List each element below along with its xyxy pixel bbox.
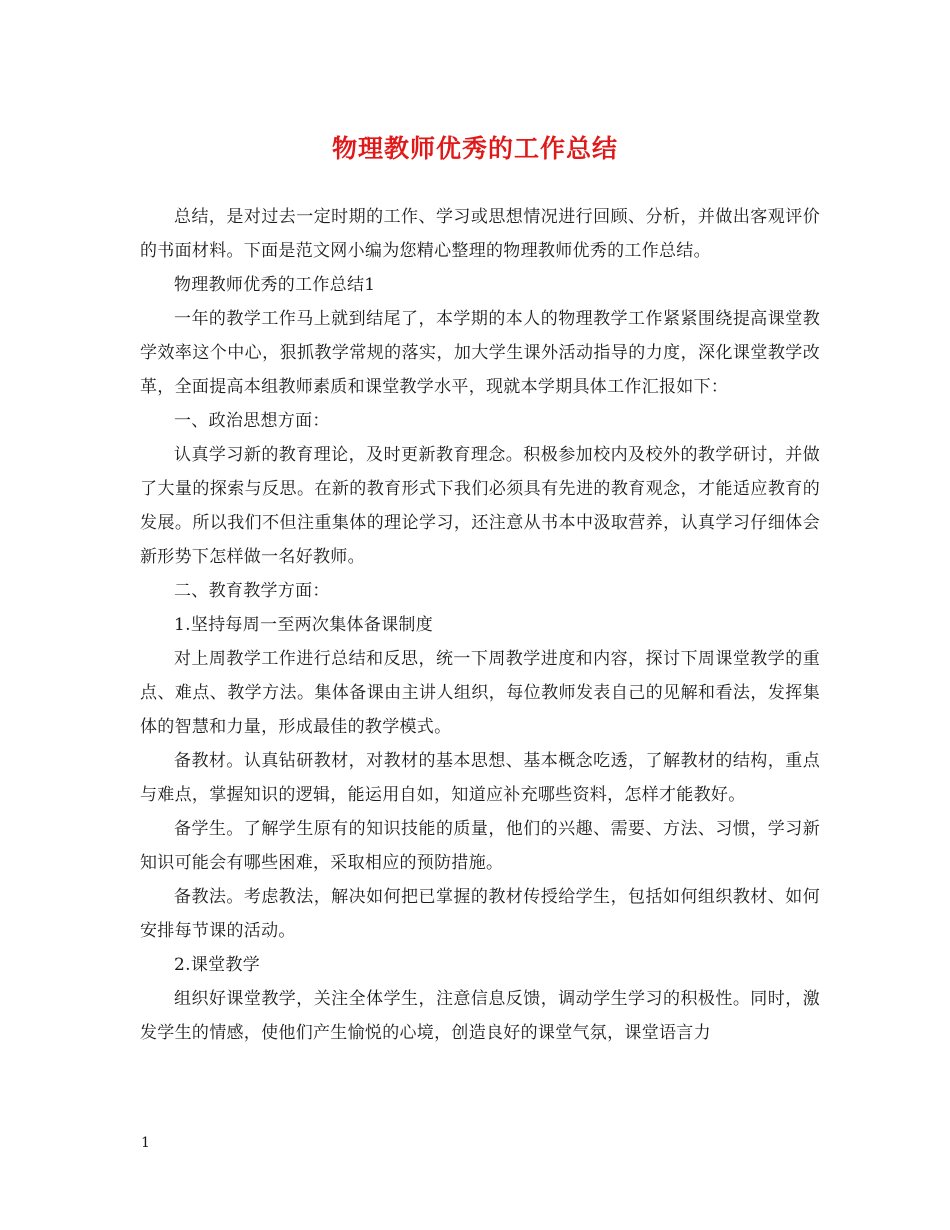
- page-number: 1: [141, 1135, 150, 1151]
- paragraph-prep-students: 备学生。了解学生原有的知识技能的质量，他们的兴趣、需要、方法、习惯，学习新知识可能会有哪些困难，采取相应的预防措施。: [140, 819, 820, 873]
- paragraph-prep-methods: 备教法。考虑教法，解决如何把已掌握的教材传授给学生，包括如何组织教材、如何安排每节课的活动。: [140, 887, 820, 941]
- subheading-classroom: 2.课堂教学: [174, 955, 261, 975]
- subheading-teaching: 二、教育教学方面：: [174, 581, 330, 601]
- paragraph-classroom: 组织好课堂教学，关注全体学生，注意信息反馈，调动学生学习的积极性。同时，激发学生的情感，使他们产生愉悦的心境，创造良好的课堂气氛，课堂语言力: [140, 989, 820, 1043]
- section-heading-1: 物理教师优秀的工作总结1: [174, 275, 376, 295]
- paragraph-intro: 总结，是对过去一定时期的工作、学习或思想情况进行回顾、分析，并做出客观评价的书面材料。下面是范文网小编为您精心整理的物理教师优秀的工作总结。: [140, 207, 820, 261]
- subheading-politics: 一、政治思想方面：: [174, 411, 330, 431]
- paragraph-prep-materials: 备教材。认真钻研教材，对教材的基本思想、基本概念吃透，了解教材的结构，重点与难点，掌握知识的逻辑，能运用自如，知道应补充哪些资料，怎样才能教好。: [140, 751, 820, 805]
- paragraph-overview: 一年的教学工作马上就到结尾了，本学期的本人的物理教学工作紧紧围绕提高课堂教学效率这个中心，狠抓教学常规的落实，加大学生课外活动指导的力度，深化课堂教学改革，全面提高本组教师素质和课堂教学水平，现就本学期具体工作汇报如下：: [140, 309, 820, 397]
- subheading-collective-prep: 1.坚持每周一至两次集体备课制度: [174, 615, 434, 635]
- document-body: [140, 200, 820, 1050]
- paragraph-politics: 认真学习新的教育理论，及时更新教育理念。积极参加校内及校外的教学研讨，并做了大量的探索与反思。在新的教育形式下我们必须具有先进的教育观念，才能适应教育的发展。所以我们不但注重集体的理论学习，还注意从书本中汲取营养，认真学习仔细体会新形势下怎样做一名好教师。: [140, 445, 820, 567]
- page-title: 物理教师优秀的工作总结: [331, 134, 618, 163]
- paragraph-collective-prep: 对上周教学工作进行总结和反思，统一下周教学进度和内容，探讨下周课堂教学的重点、难点、教学方法。集体备课由主讲人组织，每位教师发表自己的见解和看法，发挥集体的智慧和力量，形成最佳的教学模式。: [140, 649, 820, 737]
